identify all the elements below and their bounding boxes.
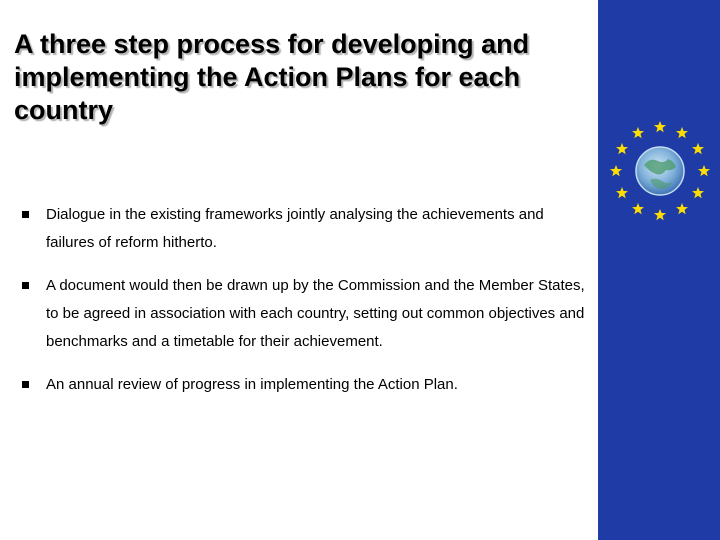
bullet-text: A document would then be drawn up by the Commission and the Member States, to be agreed in association with each country, setting out common objectives and benchmarks and a timetable for their achievement. [46,277,585,350]
star-icon [698,165,710,176]
eu-blue-side-panel [598,0,720,540]
star-icon [616,143,628,154]
star-icon [692,187,704,198]
square-bullet-icon [22,211,29,218]
star-icon [654,209,666,220]
bullet-item [22,201,592,257]
star-icon [632,203,644,214]
eu-stars-globe-icon [598,110,720,232]
bullet-item [22,272,592,356]
star-icon [676,127,688,138]
bullet-text: Dialogue in the existing frameworks jointly analysing the achievements and failures of reform hitherto. [46,206,544,251]
star-icon [610,165,622,176]
bullet-text: An annual review of progress in implementing the Action Plan. [46,376,458,393]
star-icon [692,143,704,154]
bullet-list [22,201,592,414]
square-bullet-icon [22,381,29,388]
square-bullet-icon [22,282,29,289]
slide-title: A three step process for developing and implementing the Action Plans for each country [14,29,530,126]
star-icon [632,127,644,138]
star-icon [654,121,666,132]
star-icon [616,187,628,198]
star-icon [676,203,688,214]
bullet-item [22,371,592,399]
